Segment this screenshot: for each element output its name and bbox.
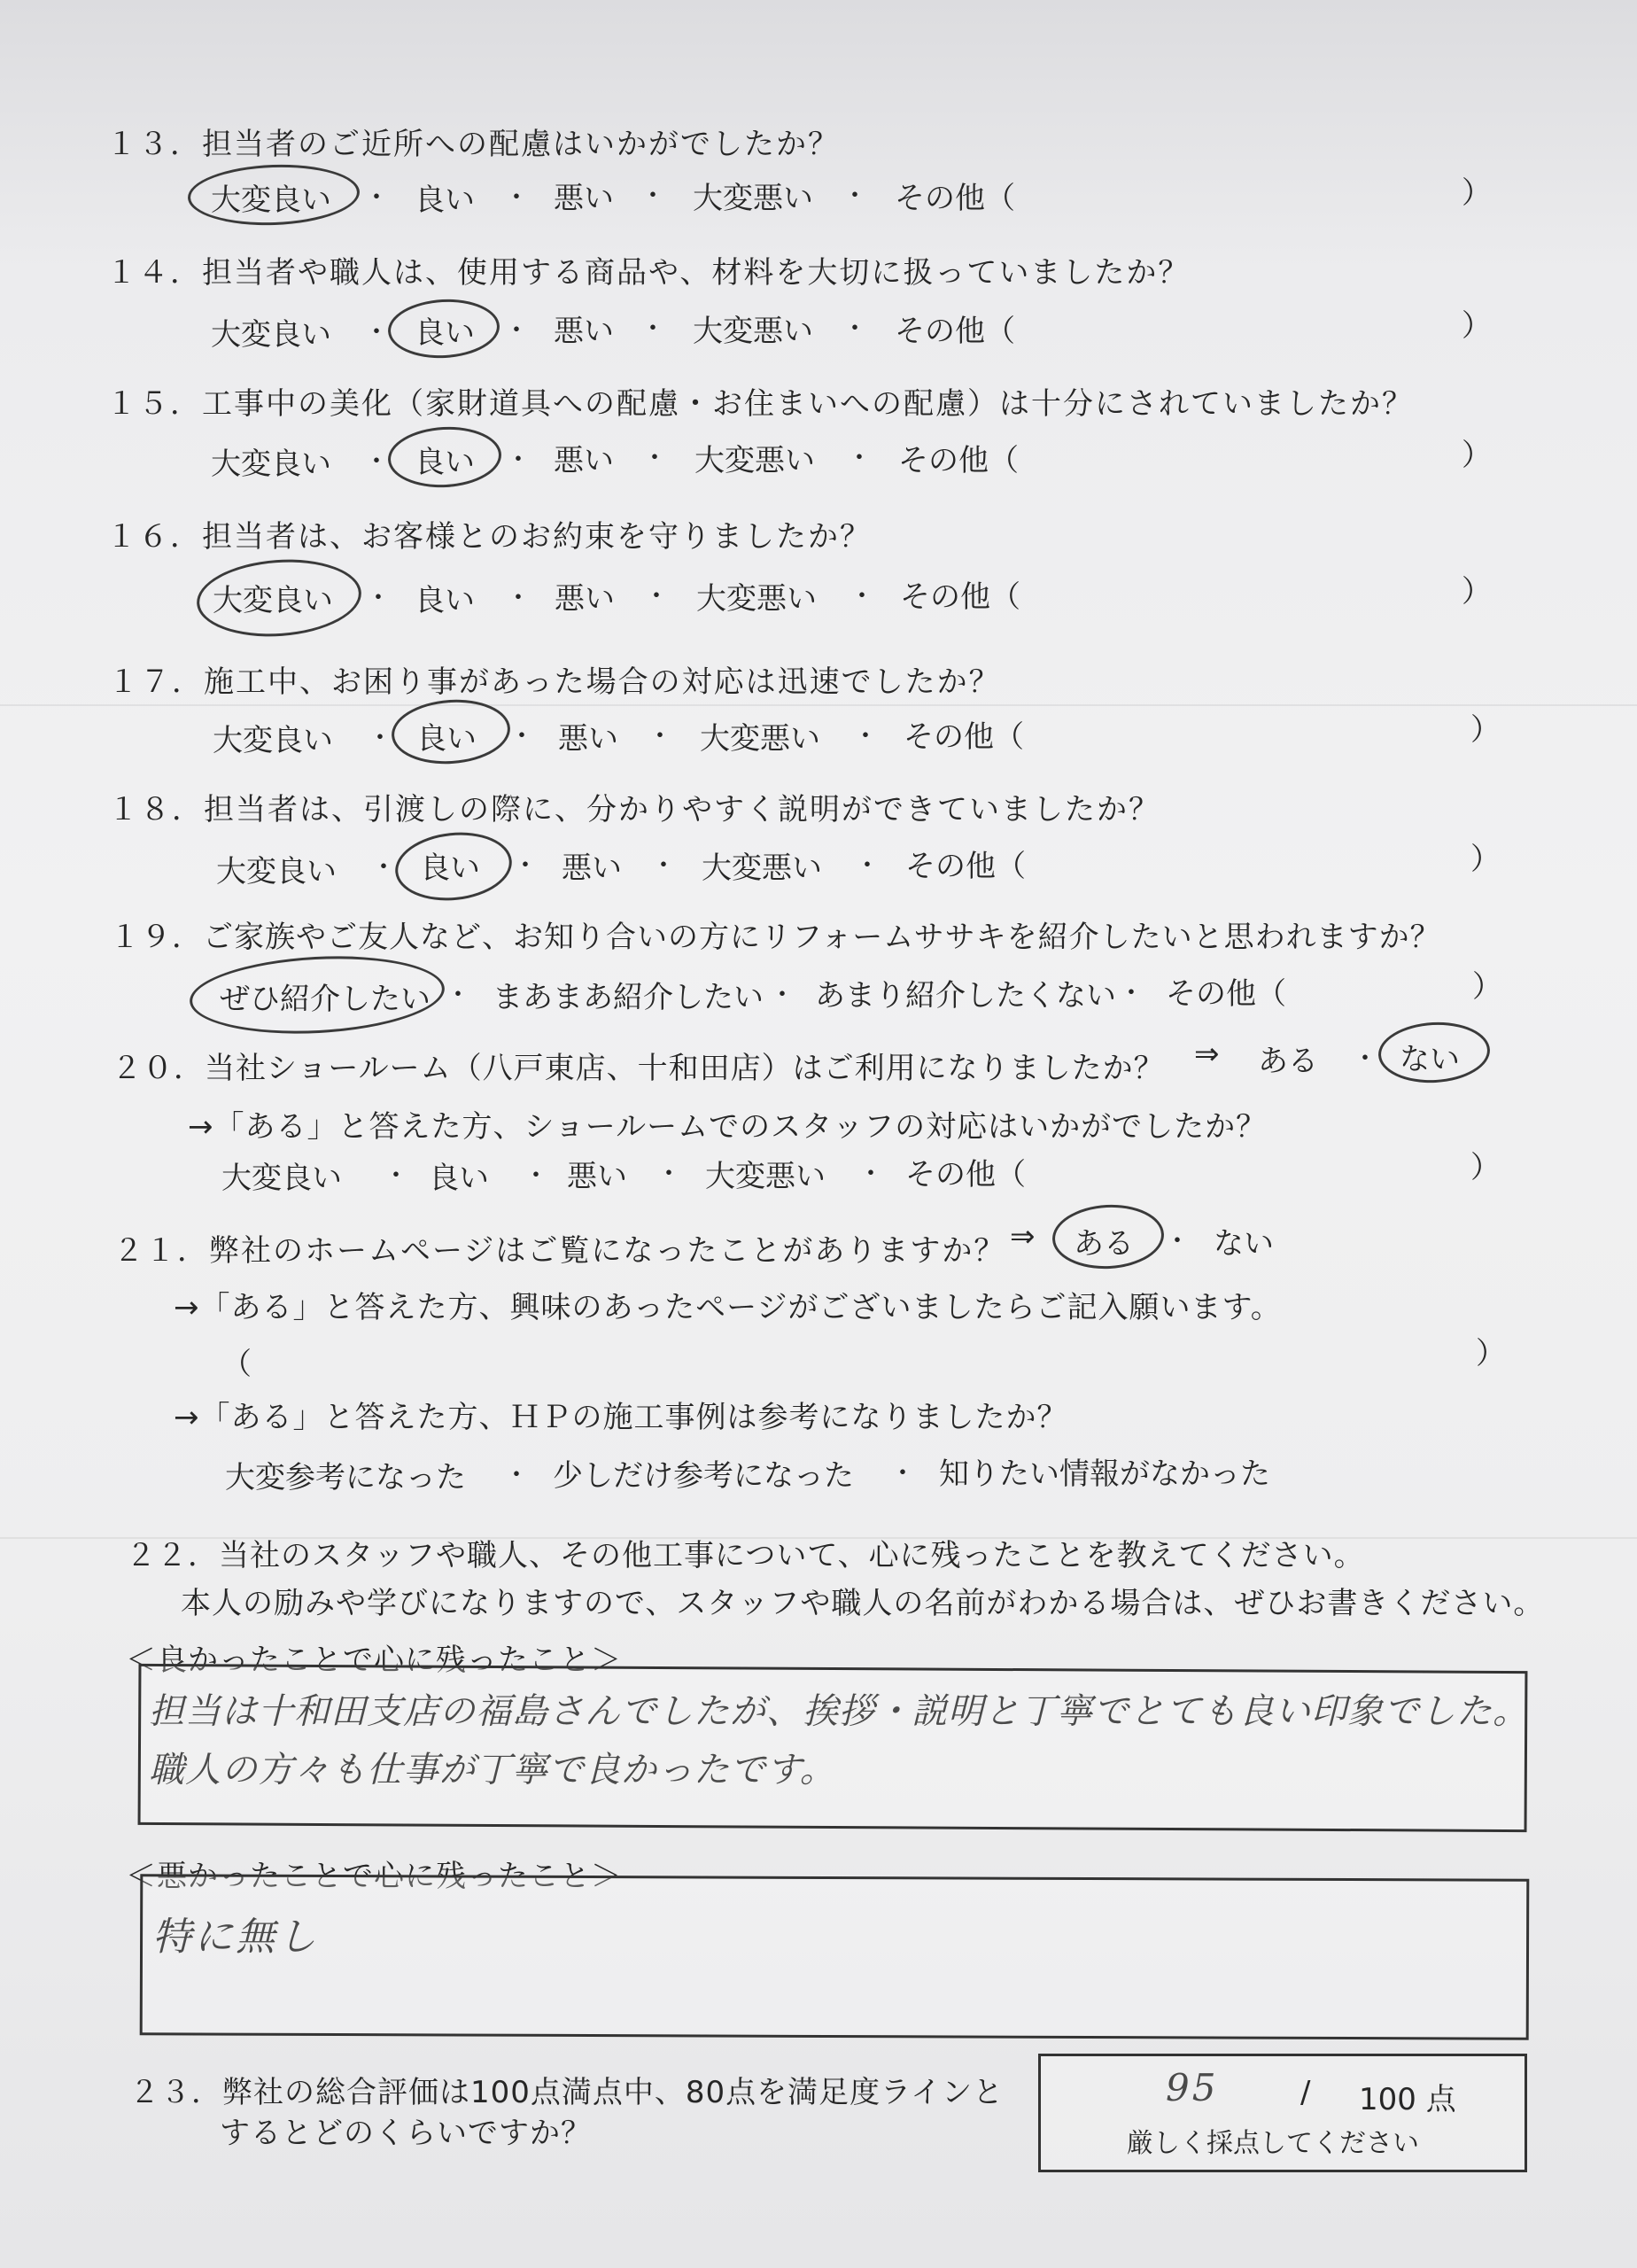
- separator: ・: [650, 850, 677, 882]
- close-paren: ）: [1470, 1150, 1501, 1185]
- q21-option-no-info[interactable]: 知りたい情報がなかった: [939, 1456, 1270, 1492]
- separator: ・: [363, 447, 390, 478]
- q13-option-good[interactable]: 良い: [415, 183, 475, 218]
- q18-circle-mark: [392, 827, 515, 905]
- separator: ・: [640, 314, 666, 345]
- q16-circle-mark: [194, 555, 364, 642]
- separator: ・: [842, 314, 868, 345]
- q18-option-very-bad[interactable]: 大変悪い: [702, 850, 822, 886]
- q17-option-good[interactable]: 良い: [416, 721, 477, 757]
- separator: ・: [842, 181, 868, 212]
- q14-option-very-good[interactable]: 大変良い: [211, 317, 331, 353]
- separator: ・: [512, 850, 539, 882]
- q21-option-no[interactable]: ない: [1214, 1226, 1274, 1262]
- q18-option-bad[interactable]: 悪い: [562, 850, 622, 886]
- q21-option-very-helpful[interactable]: 大変参考になった: [225, 1460, 466, 1495]
- separator: ・: [769, 980, 795, 1011]
- separator: ・: [363, 317, 390, 348]
- q20-arrow: ⇒: [1194, 1037, 1220, 1072]
- separator: ・: [503, 183, 530, 214]
- q13-option-other[interactable]: その他（: [895, 181, 1015, 216]
- q17-option-very-bad[interactable]: 大変悪い: [700, 721, 820, 757]
- q21-circle-mark: [1051, 1202, 1166, 1271]
- close-paren: ）: [1462, 574, 1492, 610]
- question-16: １６．担当者は、お客様とのお約束を守りましたか？: [106, 519, 872, 555]
- bad-memories-text: 特に無し: [152, 1915, 319, 1960]
- q18-option-very-good[interactable]: 大変良い: [216, 854, 337, 889]
- q16-option-good[interactable]: 良い: [415, 583, 475, 618]
- q15-option-very-good[interactable]: 大変良い: [211, 447, 331, 482]
- separator: ・: [503, 1460, 530, 1491]
- separator: ・: [383, 1161, 409, 1192]
- score-value[interactable]: 95: [1166, 2066, 1219, 2109]
- question-23-line-1: ２３．弊社の総合評価は100点満点中、80点を満足度ラインと: [129, 2075, 1005, 2110]
- q15-option-other[interactable]: その他（: [898, 443, 1019, 478]
- separator: ・: [640, 181, 666, 212]
- separator: ・: [1164, 1226, 1191, 1257]
- bad-memories-box[interactable]: [140, 1874, 1530, 2039]
- close-paren: ）: [1462, 438, 1492, 473]
- good-memories-line-2: 職人の方々も仕事が丁寧で良かったです。: [149, 1750, 836, 1790]
- q13-option-bad[interactable]: 悪い: [554, 181, 614, 216]
- separator: ・: [365, 583, 392, 614]
- close-paren: ）: [1476, 1336, 1506, 1371]
- close-paren: ）: [1470, 842, 1501, 877]
- question-22: ２２．当社のスタッフや職人、その他工事について、心に残ったことを教えてください。: [126, 1538, 1365, 1573]
- separator: ・: [643, 581, 670, 612]
- q13-option-very-bad[interactable]: 大変悪い: [693, 181, 813, 216]
- q18-option-other[interactable]: その他（: [905, 849, 1026, 884]
- q15-circle-mark: [386, 424, 502, 491]
- q16-option-very-bad[interactable]: 大変悪い: [696, 581, 817, 617]
- q14-option-good[interactable]: 良い: [415, 315, 475, 351]
- close-paren: ）: [1472, 969, 1502, 1005]
- open-paren: （: [221, 1347, 252, 1382]
- q17-circle-mark: [390, 695, 513, 767]
- q17-option-other[interactable]: その他（: [904, 719, 1024, 755]
- q21-arrow: ⇒: [1010, 1219, 1036, 1254]
- q20-option-other[interactable]: その他（: [905, 1157, 1026, 1192]
- q21-option-slightly-helpful[interactable]: 少しだけ参考になった: [553, 1458, 854, 1494]
- separator: ・: [846, 443, 873, 474]
- question-13: １３．担当者のご近所への配慮はいかがでしたか？: [106, 127, 840, 162]
- q14-circle-mark: [386, 297, 500, 361]
- q14-option-other[interactable]: その他（: [895, 314, 1015, 349]
- q20-circle-mark: [1377, 1020, 1491, 1086]
- separator: ・: [508, 721, 535, 752]
- q16-option-bad[interactable]: 悪い: [555, 581, 615, 617]
- separator: ・: [363, 183, 390, 214]
- good-memories-line-1: 担当は十和田支店の福島さんでしたが、挨拶・説明と丁寧でとても良い印象でした。: [149, 1691, 1529, 1732]
- question-15: １５．工事中の美化（家財道具への配慮・お住まいへの配慮）は十分にされていましたか？: [106, 386, 1414, 422]
- separator: ・: [445, 980, 471, 1011]
- question-20: ２０．当社ショールーム（八戸東店、十和田店）はご利用になりましたか？: [112, 1051, 1165, 1086]
- q16-option-other[interactable]: その他（: [900, 579, 1020, 615]
- separator: ・: [523, 1161, 549, 1192]
- separator: ・: [503, 315, 530, 346]
- q19-option-somewhat[interactable]: まあまあ紹介したい: [493, 980, 764, 1015]
- q17-option-bad[interactable]: 悪い: [558, 721, 618, 757]
- q13-circle-mark: [187, 162, 361, 229]
- q15-option-bad[interactable]: 悪い: [554, 443, 614, 478]
- separator: ・: [647, 721, 673, 752]
- separator: ・: [505, 445, 531, 476]
- good-memories-heading: ＜良かったことで心に残ったこと＞: [126, 1643, 622, 1678]
- q19-option-not-really[interactable]: あまり紹介したくない: [815, 978, 1116, 1014]
- score-max: 100 点: [1359, 2082, 1456, 2117]
- separator: ・: [852, 721, 879, 752]
- q17-option-very-good[interactable]: 大変良い: [213, 723, 333, 758]
- close-paren: ）: [1470, 712, 1501, 748]
- separator: ・: [505, 583, 531, 614]
- separator: ・: [641, 443, 668, 474]
- q21-sub-question-1: →「ある」と答えた方、興味のあったページがございましたらご記入願います。: [174, 1290, 1282, 1325]
- question-18: １８．担当者は、引渡しの際に、分かりやすく説明ができていましたか？: [108, 792, 1160, 827]
- separator: ・: [849, 581, 875, 612]
- score-note: 厳しく採点してください: [1127, 2128, 1419, 2159]
- bad-memories-heading: ＜悪かったことで心に残ったこと＞: [126, 1859, 622, 1894]
- q20-option-bad[interactable]: 悪い: [567, 1159, 627, 1194]
- q19-option-definitely[interactable]: ぜひ紹介したい: [220, 982, 431, 1017]
- q20-option-good[interactable]: 良い: [429, 1161, 489, 1196]
- q20-option-very-good[interactable]: 大変良い: [221, 1161, 342, 1196]
- close-paren: ）: [1462, 308, 1492, 344]
- q15-option-very-bad[interactable]: 大変悪い: [694, 443, 815, 478]
- question-19: １９．ご家族やご友人など、お知り合いの方にリフォームササキを紹介したいと思われますか？: [110, 920, 1441, 955]
- q20-option-very-bad[interactable]: 大変悪い: [705, 1159, 826, 1194]
- q18-option-good[interactable]: 良い: [420, 850, 480, 886]
- q19-circle-mark: [188, 951, 446, 1040]
- question-23-line-2: するとどのくらいですか？: [220, 2116, 592, 2151]
- q19-option-other[interactable]: その他（: [1166, 976, 1286, 1012]
- q13-option-very-good[interactable]: 大変良い: [211, 183, 331, 218]
- q16-option-very-good[interactable]: 大変良い: [213, 583, 333, 618]
- q20-option-no[interactable]: ない: [1400, 1042, 1460, 1077]
- score-slash: /: [1300, 2075, 1311, 2110]
- question-21: ２１．弊社のホームページはご覧になったことがありますか？: [113, 1233, 1006, 1269]
- q21-option-yes[interactable]: ある: [1074, 1226, 1134, 1262]
- q20-option-yes[interactable]: ある: [1258, 1044, 1318, 1079]
- separator: ・: [367, 723, 393, 754]
- q14-option-bad[interactable]: 悪い: [554, 314, 614, 349]
- separator: ・: [889, 1458, 916, 1489]
- separator: ・: [854, 850, 881, 882]
- q20-sub-question: →「ある」と答えた方、ショールームでのスタッフの対応はいかがでしたか？: [188, 1109, 1268, 1145]
- q14-option-very-bad[interactable]: 大変悪い: [693, 314, 813, 349]
- question-17: １７．施工中、お困り事があった場合の対応は迅速でしたか？: [108, 664, 1001, 700]
- separator: ・: [1118, 978, 1144, 1009]
- separator: ・: [656, 1159, 682, 1190]
- question-14: １４．担当者や職人は、使用する商品や、材料を大切に扱っていましたか？: [106, 255, 1191, 291]
- q15-option-good[interactable]: 良い: [415, 445, 475, 480]
- q21-sub-question-2: →「ある」と答えた方、ＨＰの施工事例は参考になりましたか？: [174, 1400, 1068, 1435]
- separator: ・: [370, 852, 397, 883]
- close-paren: ）: [1462, 175, 1492, 211]
- question-22-note: 本人の励みや学びになりますので、スタッフや職人の名前がわかる場合は、ぜひお書きください。: [181, 1586, 1545, 1621]
- separator: ・: [1352, 1044, 1378, 1075]
- separator: ・: [857, 1159, 884, 1190]
